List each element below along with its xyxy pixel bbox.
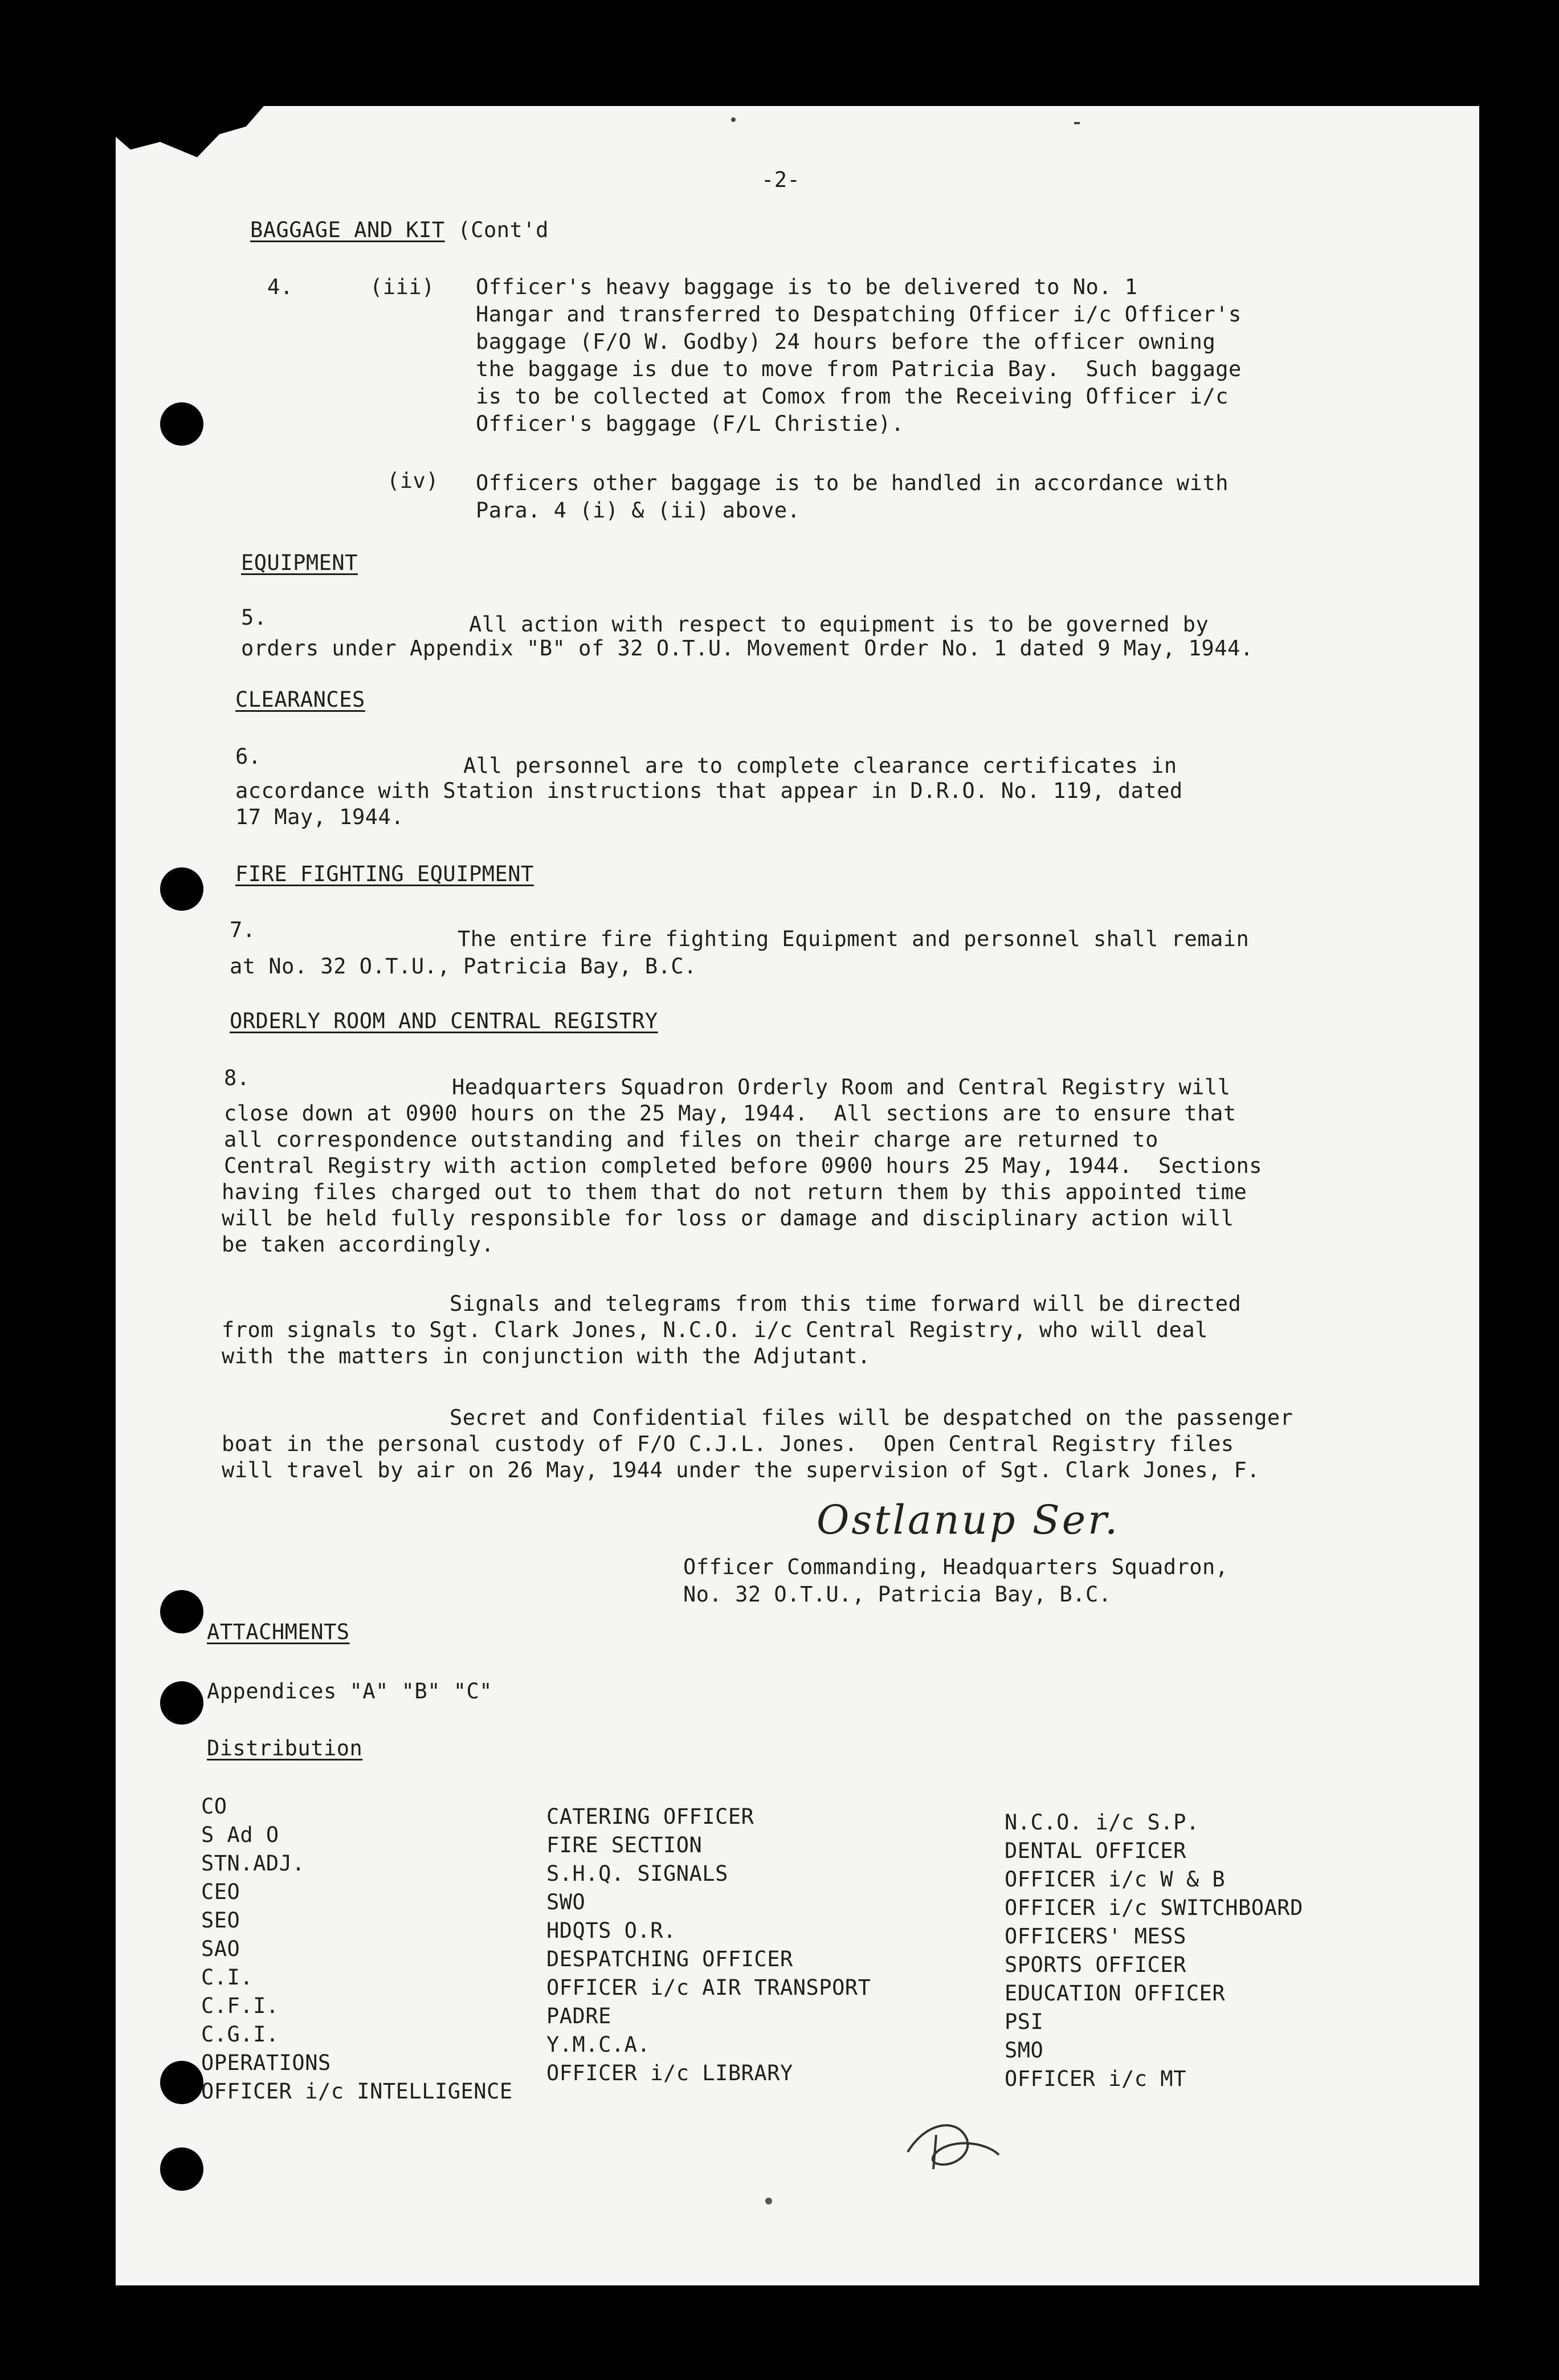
- baggage-heading: [250, 218, 549, 243]
- appendices-line: Appendices "A" "B" "C": [207, 1679, 493, 1704]
- text-line: Para. 4 (i) & (ii) above.: [476, 498, 801, 523]
- distribution-entry: EDUCATION OFFICER: [1005, 1981, 1226, 2006]
- text-line: The entire fire fighting Equipment and personnel shall remain: [458, 927, 1250, 951]
- distribution-entry: PSI: [1005, 2010, 1044, 2034]
- paragraph-number: 8.: [224, 1066, 250, 1090]
- distribution-entry: DENTAL OFFICER: [1005, 1839, 1186, 1863]
- document-page: [116, 106, 1479, 2285]
- orderly-heading: ORDERLY ROOM AND CENTRAL REGISTRY: [230, 1009, 658, 1033]
- text-line: having files charged out to them that do not return them by this appointed time: [222, 1180, 1247, 1204]
- paper-speck: [765, 2198, 772, 2204]
- distribution-entry: SMO: [1005, 2038, 1044, 2063]
- text-line: Central Registry with action completed before 0900 hours 25 May, 1944. Sections: [224, 1154, 1263, 1178]
- distribution-entry: CATERING OFFICER: [546, 1804, 754, 1829]
- subparagraph-number: (iv): [387, 468, 439, 493]
- text-line: Hangar and transferred to Despatching Officer i/c Officer's: [476, 302, 1242, 327]
- attachments-heading: ATTACHMENTS: [207, 1620, 350, 1644]
- handwritten-signature: Ostlanup Ser.: [817, 1497, 1120, 1543]
- distribution-entry: OPERATIONS: [201, 2051, 331, 2075]
- paragraph-number: 7.: [230, 918, 256, 942]
- baggage-heading-text: BAGGAGE AND KIT: [250, 218, 445, 242]
- text-line: orders under Appendix "B" of 32 O.T.U. Movement Order No. 1 dated 9 May, 1944.: [241, 636, 1254, 661]
- equipment-heading: EQUIPMENT: [241, 551, 358, 575]
- text-line: baggage (F/O W. Godby) 24 hours before the officer owning: [476, 329, 1216, 354]
- distribution-entry: OFFICER i/c SWITCHBOARD: [1005, 1896, 1303, 1920]
- distribution-entry: S Ad O: [201, 1823, 279, 1847]
- paper-speck: [1074, 122, 1080, 124]
- signatory-line: Officer Commanding, Headquarters Squadron,: [683, 1555, 1229, 1579]
- punch-hole: [160, 2147, 203, 2191]
- distribution-entry: DESPATCHING OFFICER: [546, 1947, 793, 1971]
- distribution-heading: Distribution: [207, 1736, 363, 1760]
- distribution-entry: C.G.I.: [201, 2022, 279, 2047]
- text-line: Secret and Confidential files will be despatched on the passenger: [450, 1405, 1293, 1430]
- punch-hole: [160, 2061, 203, 2104]
- punch-hole: [160, 867, 203, 911]
- handwritten-initials: [902, 2112, 1005, 2181]
- text-line: is to be collected at Comox from the Receiving Officer i/c: [476, 384, 1229, 409]
- paper-speck: [731, 117, 736, 122]
- paragraph-number: 6.: [235, 744, 262, 769]
- text-line: close down at 0900 hours on the 25 May, 1944. All sections are to ensure that: [224, 1101, 1236, 1126]
- text-line: Headquarters Squadron Orderly Room and Central Registry will: [452, 1075, 1231, 1099]
- distribution-entry: SEO: [201, 1908, 240, 1933]
- text-line: Signals and telegrams from this time forward will be directed: [450, 1291, 1242, 1316]
- torn-corner: [116, 106, 264, 157]
- distribution-entry: OFFICER i/c AIR TRANSPORT: [546, 1975, 871, 2000]
- punch-hole: [160, 1681, 203, 1725]
- distribution-entry: N.C.O. i/c S.P.: [1005, 1810, 1199, 1835]
- distribution-entry: OFFICER i/c MT: [1005, 2067, 1186, 2091]
- page-number: -2-: [761, 168, 801, 192]
- text-line: All personnel are to complete clearance certificates in: [463, 753, 1177, 778]
- distribution-entry: OFFICER i/c INTELLIGENCE: [201, 2079, 513, 2104]
- text-line: all correspondence outstanding and files on their charge are returned to: [224, 1127, 1158, 1152]
- text-line: 17 May, 1944.: [235, 805, 405, 829]
- distribution-entry: S.H.Q. SIGNALS: [546, 1861, 728, 1886]
- distribution-entry: CEO: [201, 1880, 240, 1904]
- subparagraph-number: (iii): [370, 275, 435, 299]
- text-line: Officer's heavy baggage is to be delivered to No. 1: [476, 275, 1138, 299]
- distribution-entry: SPORTS OFFICER: [1005, 1953, 1186, 1977]
- distribution-entry: STN.ADJ.: [201, 1851, 305, 1876]
- punch-hole: [160, 402, 203, 446]
- paragraph-number: 4.: [267, 275, 293, 299]
- distribution-entry: C.I.: [201, 1965, 254, 1990]
- text-line: Officers other baggage is to be handled in accordance with: [476, 471, 1229, 495]
- distribution-entry: PADRE: [546, 2004, 611, 2028]
- text-line: will be held fully responsible for loss or damage and disciplinary action will: [222, 1206, 1234, 1230]
- text-line: accordance with Station instructions that appear in D.R.O. No. 119, dated: [235, 779, 1183, 803]
- text-line: at No. 32 O.T.U., Patricia Bay, B.C.: [230, 954, 697, 979]
- distribution-entry: FIRE SECTION: [546, 1833, 703, 1857]
- distribution-entry: OFFICERS' MESS: [1005, 1924, 1186, 1949]
- distribution-entry: C.F.I.: [201, 1994, 279, 2018]
- distribution-entry: SAO: [201, 1937, 240, 1961]
- distribution-entry: HDQTS O.R.: [546, 1918, 676, 1943]
- text-line: be taken accordingly.: [222, 1232, 495, 1257]
- signatory-line: No. 32 O.T.U., Patricia Bay, B.C.: [683, 1582, 1112, 1607]
- text-line: will travel by air on 26 May, 1944 under the supervision of Sgt. Clark Jones, F.: [222, 1458, 1260, 1482]
- fire-heading: FIRE FIGHTING EQUIPMENT: [235, 862, 534, 886]
- distribution-entry: Y.M.C.A.: [546, 2032, 651, 2057]
- distribution-entry: SWO: [546, 1890, 586, 1914]
- distribution-entry: OFFICER i/c W & B: [1005, 1867, 1226, 1892]
- text-line: with the matters in conjunction with the Adjutant.: [222, 1344, 871, 1368]
- paragraph-number: 5.: [241, 605, 267, 630]
- text-line: boat in the personal custody of F/O C.J.L. Jones. Open Central Registry files: [222, 1432, 1234, 1456]
- distribution-entry: CO: [201, 1794, 227, 1819]
- text-line: All action with respect to equipment is to be governed by: [469, 612, 1209, 637]
- text-line: from signals to Sgt. Clark Jones, N.C.O. i/c Central Registry, who will deal: [222, 1318, 1208, 1342]
- distribution-entry: OFFICER i/c LIBRARY: [546, 2061, 793, 2085]
- punch-hole: [160, 1590, 203, 1633]
- text-line: the baggage is due to move from Patricia Bay. Such baggage: [476, 357, 1242, 381]
- clearances-heading: CLEARANCES: [235, 687, 365, 712]
- baggage-heading-suffix: (Cont'd: [444, 218, 549, 242]
- text-line: Officer's baggage (F/L Christie).: [476, 411, 904, 436]
